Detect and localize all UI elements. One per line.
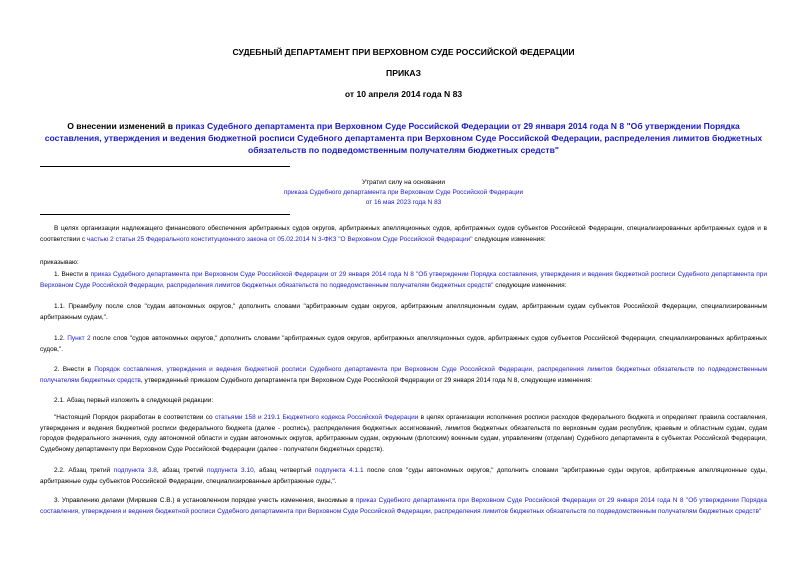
text: после слов "судов автономных округов," дополнить словами "арбитражных судов округов, арбитражных апелляционных судов, арбитражных судов субъектов Российской Федерации, специализированных арбитражных судов,". xyxy=(40,335,767,353)
divider-bottom xyxy=(40,214,290,215)
org-heading: СУДЕБНЫЙ ДЕПАРТАМЕНТ ПРИ ВЕРХОВНОМ СУДЕ РОССИЙСКОЙ ФЕДЕРАЦИИ xyxy=(232,47,575,57)
paragraph-3 xyxy=(40,496,767,517)
text: 2. Внести в xyxy=(54,366,95,373)
budget-code-link[interactable]: статьями 158 и 219.1 Бюджетного кодекса Российской Федерации xyxy=(214,414,419,421)
text: "Настоящий Порядок разработан в соответствии со xyxy=(54,414,215,421)
repeal-note-line3[interactable]: от 16 мая 2023 года N 83 xyxy=(365,199,442,206)
title-link[interactable]: приказ Судебного департамента при Верховном Суде Российской Федерации от 29 января 2014 года N 8 "Об утверждении Порядка составления, утверждения и ведения бюджетной росписи Судебного департамента при Верховном Суде Российской Федерации, распределения лимитов бюджетных обязательств по подведомственным получателям бюджетных средств" xyxy=(44,121,763,155)
paragraph-preamble xyxy=(40,224,767,245)
text: 2.2. Абзац третий xyxy=(54,467,114,474)
text: следующие изменения: xyxy=(472,235,546,243)
order-link-2[interactable]: приказ Судебного департамента при Верховном Суде Российской Федерации от 29 января 2014 года N 8 "Об утверждении Порядка составления, утверждения и ведения бюджетной росписи Судебного департамента при Верховном Суде Российской Федерации, распределения лимитов бюджетных обязательств по подведомственным получателям бюджетных средств" xyxy=(40,497,767,515)
text: в целях организации исполнения росписи расходов федерального бюджета и определяет правила составления, утверждения и ведения бюджетной росписи федерального бюджета (далее - роспись), распределения бюджетных ассигнований, лимитов бюджетных обязательств по верховным судам республик, краевым и областным судам, судам городов федерального значения, суду автономной области и судам автономных округов, арбитражным судам, окружным (флотским) военным судам, управлениям (отделам) Судебного департамента в субъектах Российской Федерации, Судебному департаменту при Верховном Суде Российской Федерации (далее - получатели бюджетных средств). xyxy=(40,414,768,453)
divider-top xyxy=(40,166,290,167)
paragraph-2-1-text xyxy=(40,413,767,455)
subitem-4-1-1-link[interactable]: подпункта 4.1.1 xyxy=(315,467,364,474)
text: 1.2. xyxy=(54,335,68,342)
text: , утвержденный приказом Судебного департамента при Верховном Суде Российской Федерации от 29 января 2014 года N 8, следующие изменения: xyxy=(140,376,593,384)
doc-date-number: от 10 апреля 2014 года N 83 xyxy=(344,89,463,99)
subitem-3-10-link[interactable]: подпункта 3.10 xyxy=(206,467,254,474)
repeal-note xyxy=(250,178,557,208)
text: 1. Внести в xyxy=(54,271,91,278)
text: следующие изменения: xyxy=(493,281,567,289)
text: , абзац третий xyxy=(156,467,207,474)
paragraph-order: приказываю: xyxy=(40,259,79,266)
paragraph-1-2 xyxy=(40,334,767,355)
order-link[interactable]: приказ Судебного департамента при Верховном Суде Российской Федерации от 29 января 2014 года N 8 "Об утверждении Порядка составления, утверждения и ведения бюджетной росписи Судебного департамента при Верховном Суде Российской Федерации, распределения лимитов бюджетных обязательств по подведомственным получателям бюджетных средств" xyxy=(40,271,767,289)
repeal-note-line1: Утратил силу на основании xyxy=(361,179,446,186)
text: , абзац четвертый xyxy=(253,467,316,474)
text: 3. Управлению делами (Мирвшев С.В.) в установленном порядке учесть изменения, вносимые в xyxy=(54,497,356,504)
doc-type-heading: ПРИКАЗ xyxy=(386,68,421,78)
paragraph-2-2 xyxy=(40,466,767,487)
text: В целях организации надлежащего финансового обеспечения арбитражных судов округов, арбитражных апелляционных судов, арбитражных судов субъектов Российской Федерации, специализированных арбитражных судов и в соответствии с xyxy=(40,225,767,243)
paragraph-1-1: 1.1. Преамбулу после слов "судам автономных округов," дополнить словами "арбитражным судам округов, арбитражным апелляционным судам, арбитражным судам субъектов Российской Федерации, специализированным арбитражным судам,". xyxy=(40,303,767,321)
paragraph-2 xyxy=(40,365,767,386)
title-prefix: О внесении изменений в xyxy=(67,121,176,131)
procedure-link[interactable]: Порядок составления, утверждения и ведения бюджетной росписи Судебного департамента при Верховном Суде Российской Федерации, распределения лимитов бюджетных обязательств по подведомственным получателям бюджетных средств xyxy=(40,366,767,384)
subitem-3-8-link[interactable]: подпункта 3.8 xyxy=(113,467,157,474)
doc-title xyxy=(40,120,767,156)
repeal-note-link[interactable]: приказа Судебного департамента при Верховном Суде Российской Федерации xyxy=(283,189,524,196)
paragraph-2-1: 2.1. Абзац первый изложить в следующей редакции: xyxy=(54,397,214,404)
law-link[interactable]: частью 2 статьи 25 Федерального конституционного закона от 05.02.2014 N 3-ФКЗ "О Верховном Суде Российской Федерации" xyxy=(86,235,473,243)
item-2-link[interactable]: Пункт 2 xyxy=(67,335,91,342)
text: после слов "суды автономных округов," дополнить словами "арбитражные суды округов, арбитражные апелляционные суды, арбитражные суды субъектов Российской Федерации, специализированные арбитражные суды,". xyxy=(40,467,768,485)
paragraph-1 xyxy=(40,270,767,291)
